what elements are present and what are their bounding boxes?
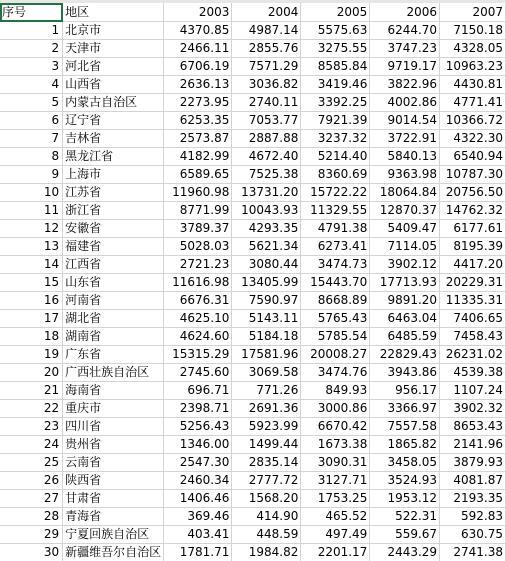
value-cell[interactable]: 6273.41 bbox=[301, 238, 370, 256]
row-index-cell[interactable]: 29 bbox=[0, 526, 63, 544]
value-cell[interactable]: 3458.05 bbox=[370, 454, 440, 472]
table-row bbox=[0, 148, 506, 166]
value-cell[interactable]: 1865.82 bbox=[370, 436, 440, 454]
row-index-cell[interactable]: 9 bbox=[0, 166, 63, 184]
value-cell[interactable]: 8360.69 bbox=[301, 166, 370, 184]
value-cell[interactable]: 8668.89 bbox=[301, 292, 370, 310]
value-cell[interactable]: 9719.17 bbox=[370, 58, 440, 76]
value-cell[interactable]: 8195.39 bbox=[440, 238, 506, 256]
value-cell[interactable]: 3080.44 bbox=[232, 256, 301, 274]
value-cell[interactable]: 3392.25 bbox=[301, 94, 370, 112]
value-cell[interactable]: 10963.23 bbox=[440, 58, 506, 76]
table-row bbox=[0, 94, 506, 112]
row-index-cell[interactable]: 20 bbox=[0, 364, 63, 382]
region-cell[interactable]: 辽宁省 bbox=[63, 112, 164, 130]
region-cell[interactable]: 福建省 bbox=[63, 238, 164, 256]
region-cell[interactable]: 陕西省 bbox=[63, 472, 164, 490]
value-cell[interactable]: 8653.43 bbox=[440, 418, 506, 436]
row-index-cell[interactable]: 23 bbox=[0, 418, 63, 436]
row-index-cell[interactable]: 24 bbox=[0, 436, 63, 454]
value-cell[interactable]: 4322.30 bbox=[440, 130, 506, 148]
value-cell[interactable]: 630.75 bbox=[440, 526, 506, 544]
value-cell[interactable]: 4370.85 bbox=[164, 22, 232, 40]
region-cell[interactable]: 北京市 bbox=[63, 22, 164, 40]
region-cell[interactable]: 上海市 bbox=[63, 166, 164, 184]
value-cell[interactable]: 3474.76 bbox=[301, 364, 370, 382]
value-cell[interactable]: 414.90 bbox=[232, 508, 301, 526]
region-cell[interactable]: 贵州省 bbox=[63, 436, 164, 454]
value-cell[interactable]: 6540.94 bbox=[440, 148, 506, 166]
region-cell[interactable]: 安徽省 bbox=[63, 220, 164, 238]
value-cell[interactable]: 13731.20 bbox=[232, 184, 301, 202]
table-row bbox=[0, 220, 506, 238]
value-cell[interactable]: 6589.65 bbox=[164, 166, 232, 184]
table-row bbox=[0, 418, 506, 436]
table-row bbox=[0, 130, 506, 148]
region-cell[interactable]: 青海省 bbox=[63, 508, 164, 526]
value-cell[interactable]: 4002.86 bbox=[370, 94, 440, 112]
value-cell[interactable]: 2721.23 bbox=[164, 256, 232, 274]
value-cell[interactable]: 3879.93 bbox=[440, 454, 506, 472]
region-cell[interactable]: 四川省 bbox=[63, 418, 164, 436]
value-cell[interactable]: 4293.35 bbox=[232, 220, 301, 238]
row-index-cell[interactable]: 27 bbox=[0, 490, 63, 508]
value-cell[interactable]: 5256.43 bbox=[164, 418, 232, 436]
region-cell[interactable]: 宁夏回族自治区 bbox=[63, 526, 164, 544]
header-cell-year[interactable]: 2006 bbox=[370, 3, 440, 22]
value-cell[interactable]: 15315.29 bbox=[164, 346, 232, 364]
value-cell[interactable]: 849.93 bbox=[301, 382, 370, 400]
value-cell[interactable]: 3237.32 bbox=[301, 130, 370, 148]
value-cell[interactable]: 2466.11 bbox=[164, 40, 232, 58]
region-cell[interactable]: 内蒙古自治区 bbox=[63, 94, 164, 112]
value-cell[interactable]: 1984.82 bbox=[232, 544, 301, 561]
value-cell[interactable]: 3069.58 bbox=[232, 364, 301, 382]
value-cell[interactable]: 5765.43 bbox=[301, 310, 370, 328]
value-cell[interactable]: 1753.25 bbox=[301, 490, 370, 508]
value-cell[interactable]: 2741.38 bbox=[440, 544, 506, 561]
value-cell[interactable]: 2398.71 bbox=[164, 400, 232, 418]
value-cell[interactable]: 559.67 bbox=[370, 526, 440, 544]
region-cell[interactable]: 广东省 bbox=[63, 346, 164, 364]
value-cell[interactable]: 22829.43 bbox=[370, 346, 440, 364]
value-cell[interactable]: 11960.98 bbox=[164, 184, 232, 202]
region-cell[interactable]: 吉林省 bbox=[63, 130, 164, 148]
value-cell[interactable]: 9891.20 bbox=[370, 292, 440, 310]
value-cell[interactable]: 3902.12 bbox=[370, 256, 440, 274]
value-cell[interactable]: 2201.17 bbox=[301, 544, 370, 561]
value-cell[interactable]: 2573.87 bbox=[164, 130, 232, 148]
value-cell[interactable]: 4624.60 bbox=[164, 328, 232, 346]
table-row bbox=[0, 472, 506, 490]
value-cell[interactable]: 14762.32 bbox=[440, 202, 506, 220]
value-cell[interactable]: 5214.40 bbox=[301, 148, 370, 166]
table-row bbox=[0, 436, 506, 454]
row-index-cell[interactable]: 6 bbox=[0, 112, 63, 130]
value-cell[interactable]: 3090.31 bbox=[301, 454, 370, 472]
value-cell[interactable]: 5575.63 bbox=[301, 22, 370, 40]
value-cell[interactable]: 3722.91 bbox=[370, 130, 440, 148]
region-cell[interactable]: 江西省 bbox=[63, 256, 164, 274]
table-row bbox=[0, 310, 506, 328]
value-cell[interactable]: 592.83 bbox=[440, 508, 506, 526]
value-cell[interactable]: 7406.65 bbox=[440, 310, 506, 328]
row-index-cell[interactable]: 7 bbox=[0, 130, 63, 148]
value-cell[interactable]: 9363.98 bbox=[370, 166, 440, 184]
value-cell[interactable]: 3789.37 bbox=[164, 220, 232, 238]
table-row bbox=[0, 292, 506, 310]
table-row bbox=[0, 364, 506, 382]
value-cell[interactable]: 6463.04 bbox=[370, 310, 440, 328]
value-cell[interactable]: 4182.99 bbox=[164, 148, 232, 166]
row-index-cell[interactable]: 19 bbox=[0, 346, 63, 364]
value-cell[interactable]: 4430.81 bbox=[440, 76, 506, 94]
value-cell[interactable]: 497.49 bbox=[301, 526, 370, 544]
value-cell[interactable]: 8585.84 bbox=[301, 58, 370, 76]
value-cell[interactable]: 20229.31 bbox=[440, 274, 506, 292]
value-cell[interactable]: 13405.99 bbox=[232, 274, 301, 292]
table-row bbox=[0, 184, 506, 202]
value-cell[interactable]: 4791.38 bbox=[301, 220, 370, 238]
region-cell[interactable]: 云南省 bbox=[63, 454, 164, 472]
table-row bbox=[0, 202, 506, 220]
header-row bbox=[0, 3, 506, 22]
header-cell-year[interactable]: 2003 bbox=[164, 3, 232, 22]
value-cell[interactable]: 11335.31 bbox=[440, 292, 506, 310]
table-row bbox=[0, 346, 506, 364]
value-cell[interactable]: 4987.14 bbox=[232, 22, 301, 40]
value-cell[interactable]: 8771.99 bbox=[164, 202, 232, 220]
value-cell[interactable]: 1673.38 bbox=[301, 436, 370, 454]
table-row bbox=[0, 526, 506, 544]
value-cell[interactable]: 7571.29 bbox=[232, 58, 301, 76]
table-row bbox=[0, 256, 506, 274]
value-cell[interactable]: 5785.54 bbox=[301, 328, 370, 346]
value-cell[interactable]: 2443.29 bbox=[370, 544, 440, 561]
header-cell-region[interactable]: 地区 bbox=[63, 3, 164, 22]
value-cell[interactable]: 2835.14 bbox=[232, 454, 301, 472]
value-cell[interactable]: 7525.38 bbox=[232, 166, 301, 184]
row-index-cell[interactable]: 1 bbox=[0, 22, 63, 40]
table-row bbox=[0, 328, 506, 346]
value-cell[interactable]: 6670.42 bbox=[301, 418, 370, 436]
value-cell[interactable]: 5923.99 bbox=[232, 418, 301, 436]
value-cell[interactable]: 6244.70 bbox=[370, 22, 440, 40]
value-cell[interactable]: 4328.05 bbox=[440, 40, 506, 58]
value-cell[interactable]: 5409.47 bbox=[370, 220, 440, 238]
value-cell[interactable]: 1107.24 bbox=[440, 382, 506, 400]
value-cell[interactable]: 2460.34 bbox=[164, 472, 232, 490]
region-cell[interactable]: 海南省 bbox=[63, 382, 164, 400]
row-index-cell[interactable]: 15 bbox=[0, 274, 63, 292]
value-cell[interactable]: 7053.77 bbox=[232, 112, 301, 130]
value-cell[interactable]: 403.41 bbox=[164, 526, 232, 544]
value-cell[interactable]: 6676.31 bbox=[164, 292, 232, 310]
value-cell[interactable]: 956.17 bbox=[370, 382, 440, 400]
value-cell[interactable]: 5840.13 bbox=[370, 148, 440, 166]
value-cell[interactable]: 2547.30 bbox=[164, 454, 232, 472]
value-cell[interactable]: 522.31 bbox=[370, 508, 440, 526]
value-cell[interactable]: 2141.96 bbox=[440, 436, 506, 454]
region-cell[interactable]: 新疆维吾尔自治区 bbox=[63, 544, 164, 561]
region-cell[interactable]: 山东省 bbox=[63, 274, 164, 292]
row-index-cell[interactable]: 18 bbox=[0, 328, 63, 346]
region-cell[interactable]: 广西壮族自治区 bbox=[63, 364, 164, 382]
region-cell[interactable]: 黑龙江省 bbox=[63, 148, 164, 166]
value-cell[interactable]: 20756.50 bbox=[440, 184, 506, 202]
region-cell[interactable]: 河南省 bbox=[63, 292, 164, 310]
value-cell[interactable]: 7114.05 bbox=[370, 238, 440, 256]
value-cell[interactable]: 3366.97 bbox=[370, 400, 440, 418]
value-cell[interactable]: 3902.32 bbox=[440, 400, 506, 418]
value-cell[interactable]: 6253.35 bbox=[164, 112, 232, 130]
table-row bbox=[0, 382, 506, 400]
value-cell[interactable]: 5143.11 bbox=[232, 310, 301, 328]
value-cell[interactable]: 18064.84 bbox=[370, 184, 440, 202]
value-cell[interactable]: 465.52 bbox=[301, 508, 370, 526]
value-cell[interactable]: 3822.96 bbox=[370, 76, 440, 94]
data-table bbox=[0, 3, 506, 561]
region-cell[interactable]: 湖南省 bbox=[63, 328, 164, 346]
value-cell[interactable]: 4417.20 bbox=[440, 256, 506, 274]
header-cell-year[interactable]: 2004 bbox=[232, 3, 301, 22]
value-cell[interactable]: 17713.93 bbox=[370, 274, 440, 292]
value-cell[interactable]: 7557.58 bbox=[370, 418, 440, 436]
value-cell[interactable]: 3127.71 bbox=[301, 472, 370, 490]
value-cell[interactable]: 7458.43 bbox=[440, 328, 506, 346]
value-cell[interactable]: 20008.27 bbox=[301, 346, 370, 364]
table-row bbox=[0, 58, 506, 76]
value-cell[interactable]: 1781.71 bbox=[164, 544, 232, 561]
table-row bbox=[0, 544, 506, 561]
value-cell[interactable]: 3943.86 bbox=[370, 364, 440, 382]
value-cell[interactable]: 4625.10 bbox=[164, 310, 232, 328]
row-index-cell[interactable]: 2 bbox=[0, 40, 63, 58]
row-index-cell[interactable]: 26 bbox=[0, 472, 63, 490]
value-cell[interactable]: 6706.19 bbox=[164, 58, 232, 76]
value-cell[interactable]: 7921.39 bbox=[301, 112, 370, 130]
region-cell[interactable]: 湖北省 bbox=[63, 310, 164, 328]
value-cell[interactable]: 2855.76 bbox=[232, 40, 301, 58]
value-cell[interactable]: 771.26 bbox=[232, 382, 301, 400]
row-index-cell[interactable]: 25 bbox=[0, 454, 63, 472]
row-index-cell[interactable]: 3 bbox=[0, 58, 63, 76]
table-row bbox=[0, 238, 506, 256]
value-cell[interactable]: 15722.22 bbox=[301, 184, 370, 202]
row-index-cell[interactable]: 12 bbox=[0, 220, 63, 238]
header-cell-year[interactable]: 2007 bbox=[440, 3, 506, 22]
value-cell[interactable]: 3419.46 bbox=[301, 76, 370, 94]
value-cell[interactable]: 10043.93 bbox=[232, 202, 301, 220]
table-row bbox=[0, 400, 506, 418]
value-cell[interactable]: 1499.44 bbox=[232, 436, 301, 454]
row-index-cell[interactable]: 17 bbox=[0, 310, 63, 328]
value-cell[interactable]: 10366.72 bbox=[440, 112, 506, 130]
header-cell-year[interactable]: 2005 bbox=[301, 3, 370, 22]
value-cell[interactable]: 12870.37 bbox=[370, 202, 440, 220]
region-cell[interactable]: 天津市 bbox=[63, 40, 164, 58]
value-cell[interactable]: 7150.18 bbox=[440, 22, 506, 40]
table-row bbox=[0, 490, 506, 508]
row-index-cell[interactable]: 4 bbox=[0, 76, 63, 94]
region-cell[interactable]: 江苏省 bbox=[63, 184, 164, 202]
region-cell[interactable]: 浙江省 bbox=[63, 202, 164, 220]
value-cell[interactable]: 1406.46 bbox=[164, 490, 232, 508]
row-index-cell[interactable]: 5 bbox=[0, 94, 63, 112]
value-cell[interactable]: 9014.54 bbox=[370, 112, 440, 130]
value-cell[interactable]: 696.71 bbox=[164, 382, 232, 400]
value-cell[interactable]: 6177.61 bbox=[440, 220, 506, 238]
row-index-cell[interactable]: 13 bbox=[0, 238, 63, 256]
row-index-cell[interactable]: 8 bbox=[0, 148, 63, 166]
value-cell[interactable]: 3747.23 bbox=[370, 40, 440, 58]
region-cell[interactable]: 山西省 bbox=[63, 76, 164, 94]
value-cell[interactable]: 5184.18 bbox=[232, 328, 301, 346]
value-cell[interactable]: 1568.20 bbox=[232, 490, 301, 508]
value-cell[interactable]: 2193.35 bbox=[440, 490, 506, 508]
value-cell[interactable]: 3275.55 bbox=[301, 40, 370, 58]
value-cell[interactable]: 2273.95 bbox=[164, 94, 232, 112]
row-index-cell[interactable]: 14 bbox=[0, 256, 63, 274]
table-row bbox=[0, 454, 506, 472]
table-row bbox=[0, 112, 506, 130]
value-cell[interactable]: 5621.34 bbox=[232, 238, 301, 256]
row-index-cell[interactable]: 21 bbox=[0, 382, 63, 400]
value-cell[interactable]: 2740.11 bbox=[232, 94, 301, 112]
value-cell[interactable]: 2887.88 bbox=[232, 130, 301, 148]
value-cell[interactable]: 6485.59 bbox=[370, 328, 440, 346]
value-cell[interactable]: 448.59 bbox=[232, 526, 301, 544]
table-row bbox=[0, 166, 506, 184]
table-row bbox=[0, 76, 506, 94]
value-cell[interactable]: 4672.40 bbox=[232, 148, 301, 166]
region-cell[interactable]: 甘肃省 bbox=[63, 490, 164, 508]
row-index-cell[interactable]: 11 bbox=[0, 202, 63, 220]
value-cell[interactable]: 26231.02 bbox=[440, 346, 506, 364]
table-row bbox=[0, 508, 506, 526]
value-cell[interactable]: 2745.60 bbox=[164, 364, 232, 382]
value-cell[interactable]: 11329.55 bbox=[301, 202, 370, 220]
table-row bbox=[0, 40, 506, 58]
value-cell[interactable]: 7590.97 bbox=[232, 292, 301, 310]
value-cell[interactable]: 4081.87 bbox=[440, 472, 506, 490]
value-cell[interactable]: 2777.72 bbox=[232, 472, 301, 490]
header-cell-index[interactable]: 序号 bbox=[0, 3, 63, 22]
value-cell[interactable]: 2691.36 bbox=[232, 400, 301, 418]
value-cell[interactable]: 4539.38 bbox=[440, 364, 506, 382]
value-cell[interactable]: 10787.30 bbox=[440, 166, 506, 184]
value-cell[interactable]: 17581.96 bbox=[232, 346, 301, 364]
value-cell[interactable]: 3524.93 bbox=[370, 472, 440, 490]
value-cell[interactable]: 5028.03 bbox=[164, 238, 232, 256]
region-cell[interactable]: 河北省 bbox=[63, 58, 164, 76]
value-cell[interactable]: 3036.82 bbox=[232, 76, 301, 94]
row-index-cell[interactable]: 10 bbox=[0, 184, 63, 202]
value-cell[interactable]: 2636.13 bbox=[164, 76, 232, 94]
value-cell[interactable]: 1346.00 bbox=[164, 436, 232, 454]
table-row bbox=[0, 274, 506, 292]
table-row bbox=[0, 22, 506, 40]
value-cell[interactable]: 3000.86 bbox=[301, 400, 370, 418]
row-index-cell[interactable]: 16 bbox=[0, 292, 63, 310]
value-cell[interactable]: 15443.70 bbox=[301, 274, 370, 292]
row-index-cell[interactable]: 28 bbox=[0, 508, 63, 526]
value-cell[interactable]: 4771.41 bbox=[440, 94, 506, 112]
region-cell[interactable]: 重庆市 bbox=[63, 400, 164, 418]
value-cell[interactable]: 3474.73 bbox=[301, 256, 370, 274]
value-cell[interactable]: 1953.12 bbox=[370, 490, 440, 508]
row-index-cell[interactable]: 30 bbox=[0, 544, 63, 561]
value-cell[interactable]: 11616.98 bbox=[164, 274, 232, 292]
value-cell[interactable]: 369.46 bbox=[164, 508, 232, 526]
row-index-cell[interactable]: 22 bbox=[0, 400, 63, 418]
